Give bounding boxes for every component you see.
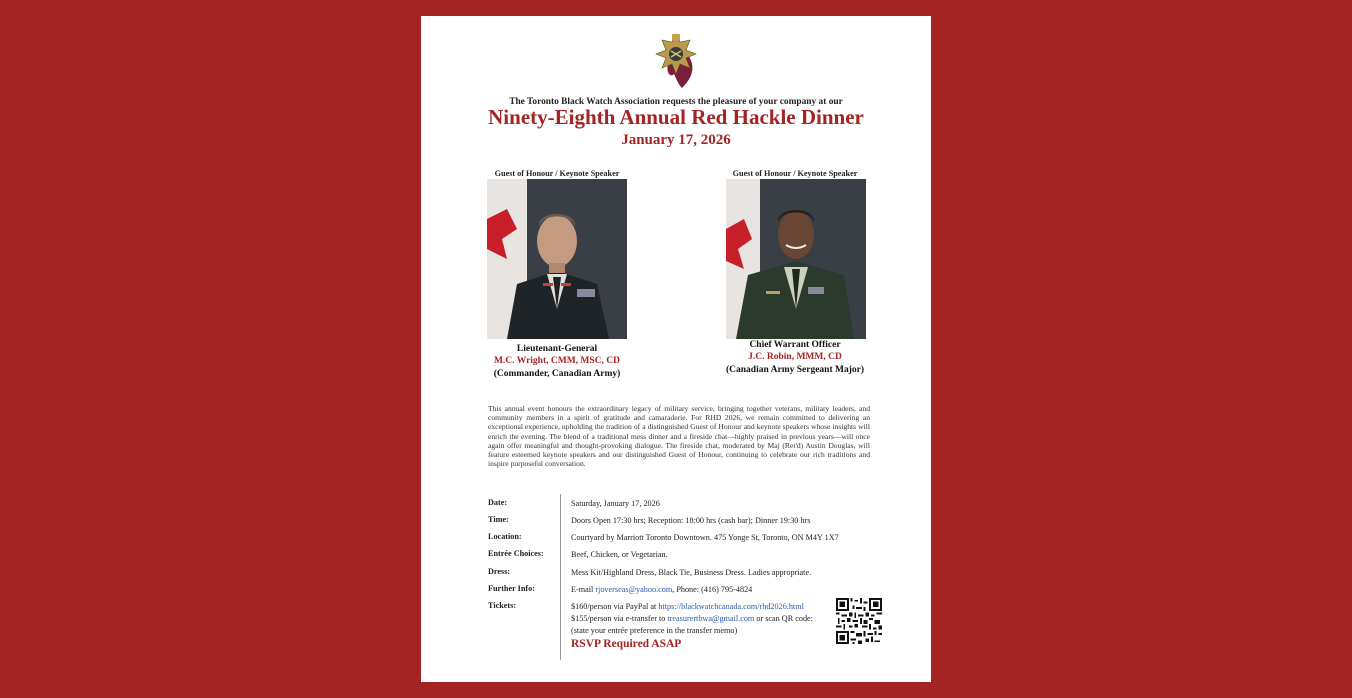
guest-2-photo xyxy=(726,179,866,339)
event-date-heading: January 17, 2026 xyxy=(621,132,731,148)
guest-2-role: Guest of Honour / Keynote Speaker xyxy=(732,169,858,178)
guest-1-role: Guest of Honour / Keynote Speaker xyxy=(494,169,620,178)
event-title: Ninety-Eighth Annual Red Hackle Dinner xyxy=(488,105,864,129)
invitation-intro: The Toronto Black Watch Association requests the pleasure of your company at our xyxy=(509,97,843,107)
guest-2-caption xyxy=(710,339,880,376)
guest-2-position: (Canadian Army Sergeant Major) xyxy=(726,364,864,375)
guest-2-name: J.C. Robin, MMM, CD xyxy=(748,352,842,363)
event-description: This annual event honours the extraordinary legacy of military service, bringing together veterans, military leaders, and community members in a spirit of gratitude and camaraderie. For RHD 2026, we remain committed to delivering an exceptional experience, upholding the tradition of a distinguished Guest of Honour and keynote speakers whose insights will enrich the evening. The blend of a traditional mess dinner and a fireside chat—highly praised in previous years—will once again offer meaningful and thought-provoking dialogue. The fireside chat, moderated by Maj (Ret'd) Austin Douglas, will feature esteemed keynote speakers and our distinguished Guest of Honour, continuing to celebrate our rich traditions and inspire purposeful conversation. xyxy=(488,404,870,469)
guest-1-name: M.C. Wright, CMM, MSC, CD xyxy=(493,356,621,367)
guest-1-caption xyxy=(472,343,642,380)
guest-1-rank: Lieutenant-General xyxy=(516,344,598,354)
paypal-link[interactable]: https://blackwatchcanada.com/rhd2026.html xyxy=(658,602,804,611)
qr-code-icon[interactable] xyxy=(836,598,882,644)
invitation-page: The Toronto Black Watch Association requests the pleasure of your company at our Ninety-Eighth Annual Red Hackle Dinner January 17, 2026 Guest of Honour / Keynote Speaker Lieutenant-General M.C. Wright, CMM, MSC, CD (Commander, Canadian Army) Guest of Honour / Keynote Speaker Chief Warrant Officer J.C. Robin, MMM, CD (Canadian Army Sergeant Major) This annual event honours the extraordinary legacy of military service, bringing together veterans, military leaders, and community members in a spirit of gratitude and camaraderie. For RHD 2026, we remain committed to delivering an exceptional experience, upholding the tradition of a distinguished Guest of Honour and keynote speakers whose insights will enrich the evening. The blend of a traditional mess dinner and a fireside chat—highly praised in previous years—will once again offer meaningful and thought-provoking dialogue. The fireside chat, moderated by Maj (Ret'd) Austin Douglas, will feature esteemed keynote speakers and our distinguished Guest of Honour, continuing to celebrate our rich traditions and inspire purposeful conversation. Date: Saturday, January 17, 2026 Time: Doors Open 17:30 hrs; Reception: 18:00 hrs (cash bar); Dinner 19:30 hrs Location: Courtyard by Marriott Toronto Downtown. 475 Yonge St, Toronto, ON M4Y 1X7 Entrée Choices: Beef, Chicken, or Vegetarian. Dress: Mess Kit/Highland Dress, Black Tie, Business Dress. Ladies appropriate. Further Info: E-mail rjoverseas@yahoo.com, Phone: (416) 795-4824 Tickets: $160/person via PayPal at https://blackwatchcanada.com/rhd2026.html $155/person via e-transfer to treasurertbwa@gmail.com or scan QR code: (state your entrée preference in the transfer memo) RSVP Required ASAP xyxy=(421,16,931,682)
etransfer-email-link[interactable]: treasurertbwa@gmail.com xyxy=(667,614,755,624)
rsvp-notice: RSVP Required ASAP xyxy=(571,638,682,650)
guest-1-position: (Commander, Canadian Army) xyxy=(493,368,621,379)
contact-email-link[interactable]: rjoverseas@yahoo.com xyxy=(595,585,673,594)
guest-2-rank: Chief Warrant Officer xyxy=(749,340,841,350)
guest-1-photo xyxy=(487,179,627,339)
black-watch-crest-icon xyxy=(654,32,698,92)
